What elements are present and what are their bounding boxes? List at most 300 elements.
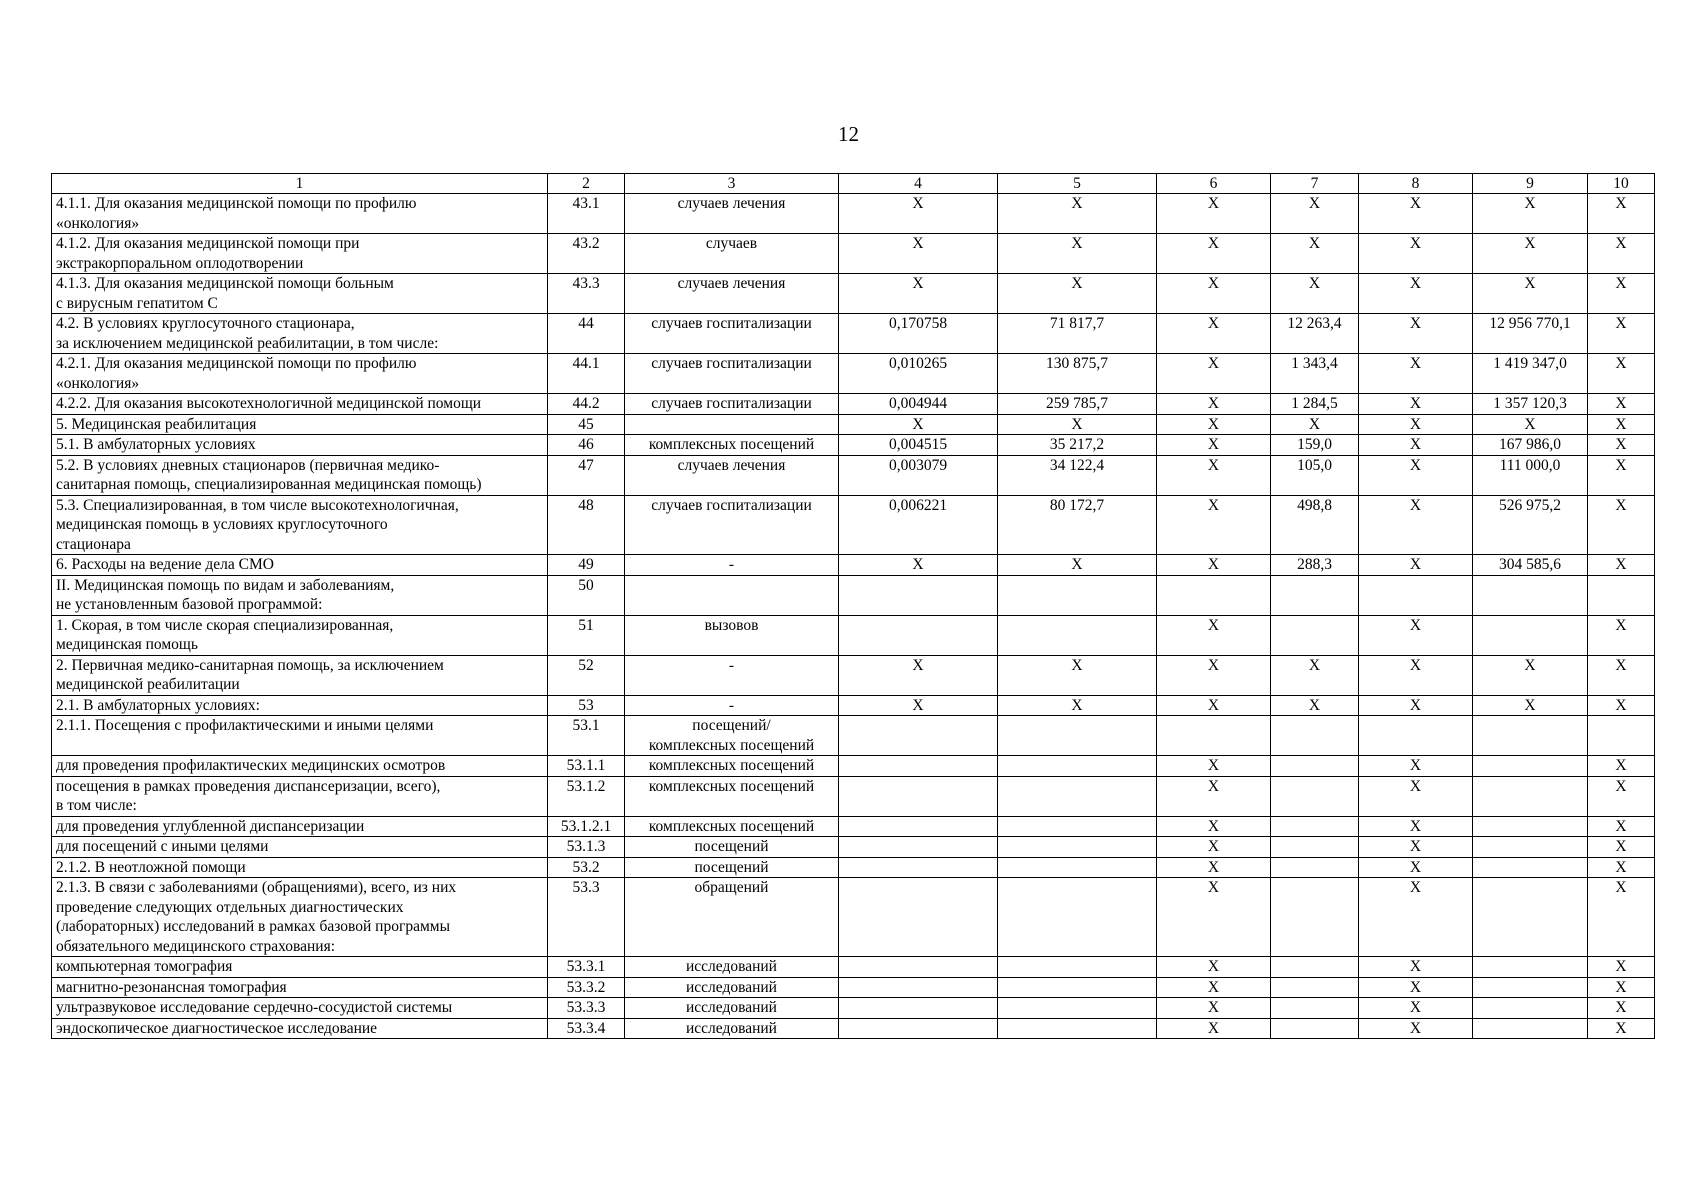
table-cell-col-5: 35 217,2	[998, 435, 1157, 456]
table-cell-col-1: компьютерная томография	[52, 957, 548, 978]
table-cell-col-3: посещений	[625, 857, 839, 878]
table-cell-col-9	[1473, 857, 1588, 878]
table-cell-col-8: Х	[1359, 274, 1473, 314]
table-row	[52, 695, 1655, 716]
table-cell-col-5	[998, 756, 1157, 777]
table-cell-col-4	[839, 957, 998, 978]
table-cell-col-1: 5.1. В амбулаторных условиях	[52, 435, 548, 456]
table-cell-col-5: 71 817,7	[998, 314, 1157, 354]
table-cell-col-6: Х	[1157, 495, 1271, 555]
table-cell-col-2: 44	[548, 314, 625, 354]
table-cell-col-6: Х	[1157, 394, 1271, 415]
table-cell-col-7: 1 284,5	[1271, 394, 1359, 415]
table-cell-col-2: 53	[548, 695, 625, 716]
table-cell-col-7: Х	[1271, 414, 1359, 435]
table-cell-col-4: 0,003079	[839, 455, 998, 495]
table-cell-col-7	[1271, 1018, 1359, 1039]
table-row	[52, 495, 1655, 555]
table-cell-col-2: 43.1	[548, 194, 625, 234]
table-cell-col-8: Х	[1359, 695, 1473, 716]
table-cell-col-4	[839, 816, 998, 837]
table-cell-col-4	[839, 1018, 998, 1039]
table-cell-col-3: -	[625, 655, 839, 695]
table-row	[52, 756, 1655, 777]
table-cell-col-4: Х	[839, 274, 998, 314]
table-cell-col-2: 44.2	[548, 394, 625, 415]
table-cell-col-4	[839, 878, 998, 957]
table-cell-col-4	[839, 756, 998, 777]
table-cell-col-10: Х	[1588, 695, 1655, 716]
table-cell-col-1: 4.2.2. Для оказания высокотехнологичной медицинской помощи	[52, 394, 548, 415]
page-number: 12	[838, 122, 859, 146]
header-cell: 1	[52, 174, 548, 194]
table-cell-col-2: 53.3.2	[548, 977, 625, 998]
table-row	[52, 555, 1655, 576]
table-cell-col-10: Х	[1588, 655, 1655, 695]
table-cell-col-10: Х	[1588, 555, 1655, 576]
table-cell-col-7: 159,0	[1271, 435, 1359, 456]
table-cell-col-7: 498,8	[1271, 495, 1359, 555]
table-cell-col-6: Х	[1157, 695, 1271, 716]
table-cell-col-6: Х	[1157, 615, 1271, 655]
table-cell-col-5: Х	[998, 194, 1157, 234]
table-cell-col-9	[1473, 716, 1588, 756]
header-cell: 5	[998, 174, 1157, 194]
table-cell-col-1: 4.1.1. Для оказания медицинской помощи по профилю «онкология»	[52, 194, 548, 234]
table-cell-col-4: Х	[839, 194, 998, 234]
table-cell-col-5: Х	[998, 414, 1157, 435]
table-cell-col-7	[1271, 615, 1359, 655]
table-cell-col-5: Х	[998, 555, 1157, 576]
table-cell-col-10: Х	[1588, 756, 1655, 777]
table-cell-col-10: Х	[1588, 314, 1655, 354]
table-cell-col-7	[1271, 575, 1359, 615]
table-cell-col-5	[998, 1018, 1157, 1039]
table-cell-col-2: 48	[548, 495, 625, 555]
table-row	[52, 575, 1655, 615]
header-cell: 10	[1588, 174, 1655, 194]
table-cell-col-10: Х	[1588, 1018, 1655, 1039]
table-cell-col-5: 34 122,4	[998, 455, 1157, 495]
table-cell-col-1: 4.1.3. Для оказания медицинской помощи больным с вирусным гепатитом С	[52, 274, 548, 314]
table-cell-col-4: 0,006221	[839, 495, 998, 555]
table-cell-col-5	[998, 977, 1157, 998]
table-cell-col-6: Х	[1157, 555, 1271, 576]
table-cell-col-6: Х	[1157, 1018, 1271, 1039]
table-cell-col-2: 53.1.1	[548, 756, 625, 777]
table-cell-col-6: Х	[1157, 878, 1271, 957]
table-cell-col-7	[1271, 776, 1359, 816]
header-cell: 3	[625, 174, 839, 194]
table-cell-col-1: 4.1.2. Для оказания медицинской помощи при экстракорпоральном оплодотворении	[52, 234, 548, 274]
table-cell-col-3: комплексных посещений	[625, 816, 839, 837]
table-cell-col-4	[839, 998, 998, 1019]
header-cell: 7	[1271, 174, 1359, 194]
table-cell-col-2: 51	[548, 615, 625, 655]
table-cell-col-7	[1271, 816, 1359, 837]
table-row	[52, 234, 1655, 274]
table-cell-col-8	[1359, 716, 1473, 756]
table-cell-col-4: Х	[839, 655, 998, 695]
table-cell-col-8: Х	[1359, 234, 1473, 274]
table-cell-col-9: 167 986,0	[1473, 435, 1588, 456]
table-cell-col-2: 50	[548, 575, 625, 615]
table-cell-col-8: Х	[1359, 455, 1473, 495]
table-cell-col-5: 130 875,7	[998, 354, 1157, 394]
table-cell-col-2: 53.3.1	[548, 957, 625, 978]
table-cell-col-1: посещения в рамках проведения диспансеризации, всего), в том числе:	[52, 776, 548, 816]
table-cell-col-4	[839, 615, 998, 655]
table-cell-col-2: 43.3	[548, 274, 625, 314]
table-cell-col-9	[1473, 977, 1588, 998]
table-cell-col-6: Х	[1157, 274, 1271, 314]
table-cell-col-4	[839, 776, 998, 816]
table-cell-col-3: исследований	[625, 1018, 839, 1039]
table-cell-col-1: 1. Скорая, в том числе скорая специализированная, медицинская помощь	[52, 615, 548, 655]
table-cell-col-4: 0,004944	[839, 394, 998, 415]
table-cell-col-6: Х	[1157, 354, 1271, 394]
table-cell-col-2: 53.1.2	[548, 776, 625, 816]
table-cell-col-10: Х	[1588, 495, 1655, 555]
header-cell: 9	[1473, 174, 1588, 194]
table-row	[52, 455, 1655, 495]
table-cell-col-1: 5. Медицинская реабилитация	[52, 414, 548, 435]
table-cell-col-10: Х	[1588, 354, 1655, 394]
table-cell-col-10: Х	[1588, 837, 1655, 858]
table-cell-col-8: Х	[1359, 756, 1473, 777]
table-cell-col-7: 1 343,4	[1271, 354, 1359, 394]
table-cell-col-10: Х	[1588, 776, 1655, 816]
table-cell-col-10: Х	[1588, 455, 1655, 495]
table-cell-col-5: Х	[998, 274, 1157, 314]
table-cell-col-9: 1 419 347,0	[1473, 354, 1588, 394]
table-cell-col-4: 0,004515	[839, 435, 998, 456]
table-cell-col-2: 45	[548, 414, 625, 435]
table-cell-col-3: вызовов	[625, 615, 839, 655]
table-cell-col-6: Х	[1157, 957, 1271, 978]
table-cell-col-8: Х	[1359, 394, 1473, 415]
table-row	[52, 354, 1655, 394]
table-cell-col-7: Х	[1271, 655, 1359, 695]
table-cell-col-1: для посещений с иными целями	[52, 837, 548, 858]
table-cell-col-9	[1473, 957, 1588, 978]
table-row	[52, 615, 1655, 655]
table-cell-col-8: Х	[1359, 957, 1473, 978]
table-cell-col-8: Х	[1359, 194, 1473, 234]
table-cell-col-10: Х	[1588, 435, 1655, 456]
table-cell-col-9	[1473, 837, 1588, 858]
table-cell-col-10: Х	[1588, 615, 1655, 655]
table-cell-col-2: 47	[548, 455, 625, 495]
table-cell-col-8: Х	[1359, 414, 1473, 435]
table-cell-col-1: 4.2. В условиях круглосуточного стационара, за исключением медицинской реабилитации, в том числе:	[52, 314, 548, 354]
table-cell-col-2: 52	[548, 655, 625, 695]
table-body	[52, 174, 1655, 1039]
table-cell-col-7	[1271, 756, 1359, 777]
table-cell-col-4	[839, 716, 998, 756]
table-cell-col-6: Х	[1157, 455, 1271, 495]
table-cell-col-9: 304 585,6	[1473, 555, 1588, 576]
table-row	[52, 274, 1655, 314]
table-cell-col-2: 53.1.3	[548, 837, 625, 858]
table-cell-col-9	[1473, 816, 1588, 837]
table-cell-col-3: случаев лечения	[625, 455, 839, 495]
table-row	[52, 394, 1655, 415]
table-cell-col-6	[1157, 716, 1271, 756]
table-cell-col-8: Х	[1359, 878, 1473, 957]
table-cell-col-8: Х	[1359, 615, 1473, 655]
table-cell-col-10	[1588, 716, 1655, 756]
table-cell-col-7: Х	[1271, 695, 1359, 716]
table-cell-col-10: Х	[1588, 998, 1655, 1019]
table-cell-col-6: Х	[1157, 234, 1271, 274]
table-row	[52, 857, 1655, 878]
table-cell-col-7: Х	[1271, 234, 1359, 274]
table-cell-col-3	[625, 414, 839, 435]
table-cell-col-10: Х	[1588, 234, 1655, 274]
table-cell-col-9	[1473, 998, 1588, 1019]
table-row	[52, 816, 1655, 837]
table-cell-col-8: Х	[1359, 837, 1473, 858]
table-cell-col-9: Х	[1473, 695, 1588, 716]
table-cell-col-3: исследований	[625, 998, 839, 1019]
table-cell-col-5	[998, 998, 1157, 1019]
table-cell-col-6: Х	[1157, 776, 1271, 816]
table-cell-col-7	[1271, 837, 1359, 858]
table-cell-col-5	[998, 615, 1157, 655]
table-cell-col-1: 2.1. В амбулаторных условиях:	[52, 695, 548, 716]
table-cell-col-3: случаев лечения	[625, 274, 839, 314]
table-cell-col-4	[839, 837, 998, 858]
table-cell-col-9: Х	[1473, 655, 1588, 695]
table-row	[52, 977, 1655, 998]
table-cell-col-1: 2.1.2. В неотложной помощи	[52, 857, 548, 878]
table-row	[52, 998, 1655, 1019]
table-cell-col-5: Х	[998, 655, 1157, 695]
table-cell-col-8: Х	[1359, 776, 1473, 816]
header-cell: 6	[1157, 174, 1271, 194]
table-cell-col-9: 12 956 770,1	[1473, 314, 1588, 354]
table-cell-col-1: 4.2.1. Для оказания медицинской помощи по профилю «онкология»	[52, 354, 548, 394]
table-row	[52, 314, 1655, 354]
table-cell-col-5: 80 172,7	[998, 495, 1157, 555]
table-cell-col-1: 6. Расходы на ведение дела СМО	[52, 555, 548, 576]
table-cell-col-3: случаев госпитализации	[625, 314, 839, 354]
table-cell-col-10: Х	[1588, 977, 1655, 998]
table-cell-col-8: Х	[1359, 1018, 1473, 1039]
table-cell-col-5: 259 785,7	[998, 394, 1157, 415]
table-cell-col-3: посещений	[625, 837, 839, 858]
table-cell-col-2: 53.3.4	[548, 1018, 625, 1039]
table-cell-col-8: Х	[1359, 977, 1473, 998]
table-cell-col-9: Х	[1473, 274, 1588, 314]
table-cell-col-9: Х	[1473, 414, 1588, 435]
table-row	[52, 776, 1655, 816]
table-cell-col-5	[998, 878, 1157, 957]
table-cell-col-3: -	[625, 695, 839, 716]
table-cell-col-1: 2. Первичная медико-санитарная помощь, за исключением медицинской реабилитации	[52, 655, 548, 695]
table-cell-col-3: посещений/ комплексных посещений	[625, 716, 839, 756]
table-cell-col-9	[1473, 776, 1588, 816]
header-cell: 8	[1359, 174, 1473, 194]
table-cell-col-5	[998, 957, 1157, 978]
header-cell: 2	[548, 174, 625, 194]
table-cell-col-8: Х	[1359, 816, 1473, 837]
table-cell-col-10	[1588, 575, 1655, 615]
table-cell-col-10: Х	[1588, 394, 1655, 415]
table-cell-col-3: исследований	[625, 977, 839, 998]
table-cell-col-10: Х	[1588, 194, 1655, 234]
table-cell-col-1: для проведения профилактических медицинских осмотров	[52, 756, 548, 777]
table-cell-col-2: 53.2	[548, 857, 625, 878]
table-cell-col-10: Х	[1588, 878, 1655, 957]
table-cell-col-6: Х	[1157, 655, 1271, 695]
table-cell-col-9	[1473, 575, 1588, 615]
table-cell-col-7: 12 263,4	[1271, 314, 1359, 354]
table-cell-col-10: Х	[1588, 957, 1655, 978]
table-cell-col-7	[1271, 977, 1359, 998]
table-cell-col-7: 288,3	[1271, 555, 1359, 576]
table-cell-col-8: Х	[1359, 314, 1473, 354]
table-row	[52, 194, 1655, 234]
table-cell-col-8: Х	[1359, 555, 1473, 576]
table-cell-col-7: Х	[1271, 274, 1359, 314]
table-cell-col-6: Х	[1157, 414, 1271, 435]
table-cell-col-9	[1473, 878, 1588, 957]
table-cell-col-2: 49	[548, 555, 625, 576]
table-cell-col-1: для проведения углубленной диспансеризации	[52, 816, 548, 837]
table-cell-col-1: 2.1.1. Посещения с профилактическими и иными целями	[52, 716, 548, 756]
table-cell-col-4	[839, 857, 998, 878]
table-cell-col-9: 1 357 120,3	[1473, 394, 1588, 415]
table-cell-col-6: Х	[1157, 314, 1271, 354]
table-cell-col-2: 53.3	[548, 878, 625, 957]
table-cell-col-8: Х	[1359, 435, 1473, 456]
table-cell-col-8: Х	[1359, 495, 1473, 555]
table-cell-col-7	[1271, 998, 1359, 1019]
table-cell-col-10: Х	[1588, 857, 1655, 878]
table-cell-col-2: 53.1	[548, 716, 625, 756]
table-cell-col-5: Х	[998, 234, 1157, 274]
table-cell-col-7: 105,0	[1271, 455, 1359, 495]
table-cell-col-2: 53.1.2.1	[548, 816, 625, 837]
table-cell-col-9: 111 000,0	[1473, 455, 1588, 495]
table-cell-col-8: Х	[1359, 354, 1473, 394]
table-cell-col-1: ультразвуковое исследование сердечно-сосудистой системы	[52, 998, 548, 1019]
table-cell-col-4	[839, 575, 998, 615]
table-cell-col-6: Х	[1157, 435, 1271, 456]
table-cell-col-5	[998, 837, 1157, 858]
table-cell-col-8	[1359, 575, 1473, 615]
table-row	[52, 414, 1655, 435]
table-cell-col-5	[998, 816, 1157, 837]
table-cell-col-7: Х	[1271, 194, 1359, 234]
table-cell-col-5: Х	[998, 695, 1157, 716]
table-cell-col-4: 0,170758	[839, 314, 998, 354]
table-cell-col-7	[1271, 878, 1359, 957]
table-cell-col-9	[1473, 615, 1588, 655]
table-row	[52, 435, 1655, 456]
table-cell-col-3: исследований	[625, 957, 839, 978]
table-cell-col-3: случаев госпитализации	[625, 354, 839, 394]
table-cell-col-2: 53.3.3	[548, 998, 625, 1019]
table-cell-col-5	[998, 716, 1157, 756]
table-cell-col-3: случаев госпитализации	[625, 394, 839, 415]
table-row	[52, 716, 1655, 756]
table-cell-col-3: случаев лечения	[625, 194, 839, 234]
table-cell-col-10: Х	[1588, 414, 1655, 435]
table-cell-col-1: 5.2. В условиях дневных стационаров (первичная медико- санитарная помощь, специализированная медицинская помощь)	[52, 455, 548, 495]
table-cell-col-9	[1473, 1018, 1588, 1039]
data-table	[51, 173, 1655, 1039]
table-cell-col-7	[1271, 716, 1359, 756]
table-cell-col-4: 0,010265	[839, 354, 998, 394]
table-row	[52, 1018, 1655, 1039]
table-cell-col-4	[839, 977, 998, 998]
table-row	[52, 837, 1655, 858]
table-cell-col-6: Х	[1157, 998, 1271, 1019]
table-row	[52, 957, 1655, 978]
table-cell-col-9: 526 975,2	[1473, 495, 1588, 555]
table-row	[52, 878, 1655, 957]
table-row	[52, 655, 1655, 695]
header-row	[52, 174, 1655, 194]
table-cell-col-3	[625, 575, 839, 615]
table-cell-col-9: Х	[1473, 234, 1588, 274]
table-cell-col-3: случаев	[625, 234, 839, 274]
table-cell-col-10: Х	[1588, 816, 1655, 837]
table-cell-col-3: комплексных посещений	[625, 435, 839, 456]
table-cell-col-9	[1473, 756, 1588, 777]
table-cell-col-2: 46	[548, 435, 625, 456]
table-cell-col-4: Х	[839, 555, 998, 576]
table-cell-col-6: Х	[1157, 837, 1271, 858]
table-cell-col-3: обращений	[625, 878, 839, 957]
table-cell-col-9: Х	[1473, 194, 1588, 234]
header-cell: 4	[839, 174, 998, 194]
table-cell-col-6	[1157, 575, 1271, 615]
table-cell-col-5	[998, 857, 1157, 878]
table-cell-col-1: магнитно-резонансная томография	[52, 977, 548, 998]
table-cell-col-10: Х	[1588, 274, 1655, 314]
table-cell-col-7	[1271, 957, 1359, 978]
table-cell-col-2: 44.1	[548, 354, 625, 394]
table-cell-col-4: Х	[839, 234, 998, 274]
table-cell-col-6: Х	[1157, 194, 1271, 234]
table-cell-col-1: 2.1.3. В связи с заболеваниями (обращениями), всего, из них проведение следующих отдельных диагностических (лабораторных) исследований в рамках базовой программы обязательного медицинского страхования:	[52, 878, 548, 957]
table-cell-col-4: Х	[839, 695, 998, 716]
table-cell-col-5	[998, 575, 1157, 615]
table-cell-col-2: 43.2	[548, 234, 625, 274]
table-cell-col-6: Х	[1157, 857, 1271, 878]
table-cell-col-6: Х	[1157, 756, 1271, 777]
table-cell-col-1: 5.3. Специализированная, в том числе высокотехнологичная, медицинская помощь в условиях круглосуточного стационара	[52, 495, 548, 555]
table-cell-col-5	[998, 776, 1157, 816]
table-cell-col-3: случаев госпитализации	[625, 495, 839, 555]
table-cell-col-3: комплексных посещений	[625, 756, 839, 777]
table-cell-col-8: Х	[1359, 998, 1473, 1019]
table-cell-col-4: Х	[839, 414, 998, 435]
table-cell-col-6: Х	[1157, 977, 1271, 998]
table-cell-col-1: эндоскопическое диагностическое исследование	[52, 1018, 548, 1039]
table-cell-col-8: Х	[1359, 857, 1473, 878]
table-cell-col-7	[1271, 857, 1359, 878]
table-cell-col-8: Х	[1359, 655, 1473, 695]
table-cell-col-3: -	[625, 555, 839, 576]
table-cell-col-3: комплексных посещений	[625, 776, 839, 816]
table-cell-col-6: Х	[1157, 816, 1271, 837]
table-cell-col-1: II. Медицинская помощь по видам и заболеваниям, не установленным базовой программой:	[52, 575, 548, 615]
